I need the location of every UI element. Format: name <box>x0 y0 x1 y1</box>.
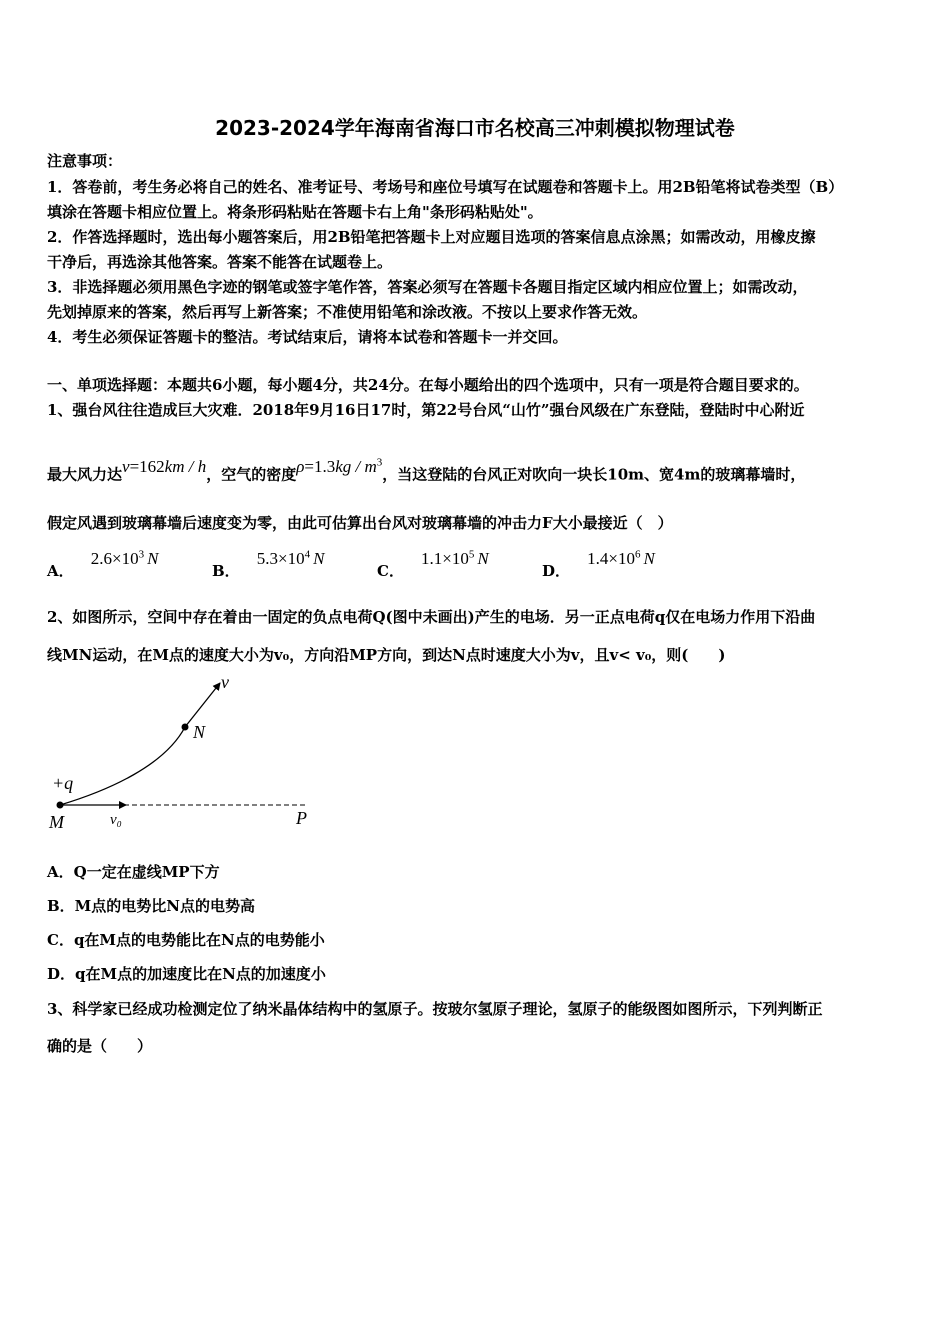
notice-line-6: 先划掉原来的答案，然后再写上新答案；不准使用铅笔和涂改液。不按以上要求作答无效。 <box>47 303 648 321</box>
page-title: 2023-2024学年海南省海口市名校高三冲刺模拟物理试卷 <box>215 116 735 140</box>
label-v: v <box>221 672 229 692</box>
point-n-dot <box>182 724 189 731</box>
label-plus-q: +q <box>52 773 74 793</box>
q1-line-1: 1、强台风往往造成巨大灾难．2018年9月16日17时，第22号台风“山竹”强台风级在广东登陆，登陆时中心附近 <box>47 401 805 419</box>
q1-option-a[interactable]: A． $2.6\times 10^3$ N <box>47 548 159 580</box>
label-v0: v₀ <box>110 812 122 828</box>
q1-text-c: ，当这登陆的台风正对吹向一块长10m、宽4m的玻璃幕墙时， <box>382 465 806 484</box>
notice-line-5: 3．非选择题必须用黑色字迹的钢笔或签字笔作答，答案必须写在答题卡各题目指定区域内相应位置上；如需改动， <box>47 278 808 296</box>
q1-wind-speed: v=162km / h <box>122 456 207 476</box>
point-m-dot <box>57 802 64 809</box>
q1-air-density: $\rho=1.3kg / m^3$ <box>296 456 383 476</box>
q1-option-b[interactable]: B． $5.3\times 10^4$ N <box>212 548 325 580</box>
q1-line-3: 假定风遇到玻璃幕墙后速度变为零，由此可估算出台风对玻璃幕墙的冲击力F大小最接近（ ） <box>47 514 673 532</box>
q2-line-2: 线MN运动，在M点的速度大小为v₀，方向沿MP方向，到达N点时速度大小为v，且v< v₀，则( ) <box>47 646 726 664</box>
q2-option-b[interactable]: B．M点的电势比N点的电势高 <box>47 897 255 915</box>
notice-heading: 注意事项： <box>47 152 123 170</box>
q2-line-1: 2、如图所示，空间中存在着由一固定的负点电荷Q(图中未画出)产生的电场．另一正点电荷q仅在电场力作用下沿曲 <box>47 608 816 626</box>
trajectory-curve <box>60 727 185 805</box>
q1-text-b: ，空气的密度 <box>206 465 297 484</box>
q2-option-c[interactable]: C．q在M点的电势能比在N点的电势能小 <box>47 931 325 949</box>
notice-line-1: 1．答卷前，考生务必将自己的姓名、准考证号、考场号和座位号填写在试题卷和答题卡上。用2B铅笔将试卷类型（B） <box>47 178 844 196</box>
q1-option-d[interactable]: D． $1.4\times 10^6$ N <box>542 548 655 580</box>
notice-line-2: 填涂在答题卡相应位置上。将条形码粘贴在答题卡右上角"条形码粘贴处"。 <box>47 203 543 221</box>
velocity-v-arrow <box>185 683 220 727</box>
notice-line-3: 2．作答选择题时，选出每小题答案后，用2B铅笔把答题卡上对应题目选项的答案信息点涂黑；如需改动，用橡皮擦 <box>47 228 816 246</box>
notice-line-7: 4．考生必须保证答题卡的整洁。考试结束后，请将本试卷和答题卡一并交回。 <box>47 328 568 346</box>
q2-option-d[interactable]: D．q在M点的加速度比在N点的加速度小 <box>47 965 326 983</box>
label-p: P <box>296 808 307 828</box>
label-m: M <box>49 812 64 832</box>
section-heading: 一、单项选择题：本题共6小题，每小题4分，共24分。在每小题给出的四个选项中，只有一项是符合题目要求的。 <box>47 376 809 394</box>
q2-option-a[interactable]: A．Q一定在虚线MP下方 <box>47 863 220 881</box>
notice-line-4: 干净后，再选涂其他答案。答案不能答在试题卷上。 <box>47 253 393 271</box>
q1-option-c[interactable]: C． $1.1\times 10^5$ N <box>377 548 489 580</box>
q3-line-1: 3、科学家已经成功检测定位了纳米晶体结构中的氢原子。按玻尔氢原子理论，氢原子的能级图如图所示，下列判断正 <box>47 1000 823 1018</box>
label-n: N <box>193 722 206 742</box>
q1-text-a: 最大风力达 <box>47 465 123 484</box>
q3-line-2: 确的是（ ） <box>47 1037 153 1055</box>
